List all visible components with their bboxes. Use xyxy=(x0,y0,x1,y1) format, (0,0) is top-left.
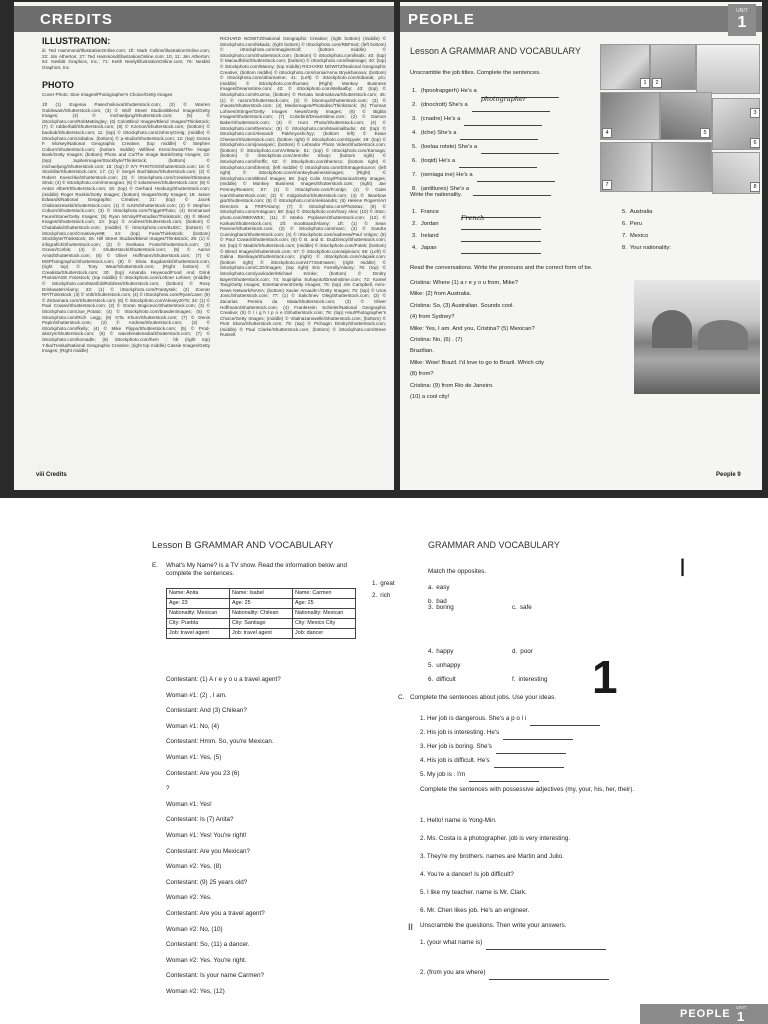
unit-label: UNIT xyxy=(736,8,748,14)
people-footer: People 9 xyxy=(716,472,741,478)
unscramble-item xyxy=(412,126,598,140)
conversation-instruction: Read the conversations. Write the pronouns and the correct form of be. xyxy=(410,265,593,271)
word-text: boring xyxy=(436,604,454,611)
table-cell: Name: Isabel xyxy=(230,589,293,599)
possessive-instruction: Complete the sentences with possessive adjectives (my, your, his, her, their). xyxy=(420,786,635,793)
dialog-line: Contestant: Is your name Carmen? xyxy=(166,972,264,980)
opposite-word xyxy=(428,604,454,611)
table-cell: Nationality: Mexican xyxy=(167,609,230,619)
item-number: 8. xyxy=(622,245,627,251)
country-name: Japan xyxy=(420,245,437,251)
possessive-sentence: 3. They're my brothers. names are Martin and Julio. xyxy=(420,853,564,860)
unscramble-item xyxy=(412,154,598,168)
table-cell: Nationality: Mexican xyxy=(293,609,356,619)
conversation-line: Cristina: No, (6) . (7) xyxy=(410,336,463,343)
job-photo-grid xyxy=(600,42,760,194)
scrambled-clue: (toqid) He's a xyxy=(420,158,456,164)
nationality-instruction: Write the nationality. xyxy=(410,192,462,198)
item-number: 1. xyxy=(372,580,378,587)
photo-number-4: 4 xyxy=(602,128,612,138)
jobs-sentences xyxy=(420,712,670,782)
conversation-line: (10) a cool city! xyxy=(410,393,450,400)
photo-number-8: 8 xyxy=(750,182,760,192)
scrambled-clue: (hpoolrapgerh) He's a xyxy=(420,88,477,94)
nationality-item xyxy=(622,230,758,242)
possessive-sentences xyxy=(420,812,670,920)
country-name: Jordan xyxy=(420,221,439,227)
option-text: easy xyxy=(436,584,450,591)
scrambled-clue: (dnoclrott) She's a xyxy=(420,102,468,108)
option-letter: d. xyxy=(512,648,518,655)
dialog-line: Woman #2: Yes. xyxy=(166,894,212,902)
dialog-line: Contestant: Are you a travel agent? xyxy=(166,909,265,917)
people-header: PEOPLE xyxy=(408,11,475,28)
dialog-line: Woman #1: Yes! You're right! xyxy=(166,831,247,839)
item-number: 6. xyxy=(412,158,417,164)
photo-number-6: 6 xyxy=(750,138,760,148)
scrambled-clue: (cnadre) He's a xyxy=(420,116,461,122)
footer-unit-label: UNIT xyxy=(736,1005,747,1010)
table-row xyxy=(167,599,356,609)
unscramble-item xyxy=(412,168,598,182)
answer-text: photographer xyxy=(480,95,526,103)
word-text: unhappy xyxy=(436,662,461,669)
dialog-line: Contestant: Is (7) Anita? xyxy=(166,816,234,824)
jobs-instruction: Complete the sentences about jobs. Use your ideas. xyxy=(410,694,556,701)
sentence-text: 5. My job is . I'm xyxy=(420,771,466,778)
illustration-heading: ILLUSTRATION: xyxy=(42,36,111,46)
dialog-line: Woman #1: Yes! xyxy=(166,800,212,808)
possessive-sentence: 6. Mr. Chen likes job. He's an engineer. xyxy=(420,907,530,914)
nationality-item xyxy=(412,218,572,230)
job-sentence xyxy=(420,726,670,740)
word-text: great xyxy=(380,580,395,587)
nationality-list-right xyxy=(622,206,758,254)
option-letter: f. xyxy=(512,676,516,683)
scrambled-clue: (tche) She's a xyxy=(420,130,457,136)
nationality-list-left xyxy=(412,206,572,254)
photo-heading: PHOTO xyxy=(42,80,74,90)
opposite-word xyxy=(372,592,390,599)
item-number: 4. xyxy=(412,130,417,136)
dialog-line: Contestant: So, (11) a dancer. xyxy=(166,941,250,949)
country-name: Ireland xyxy=(420,233,439,239)
dialog-line: Contestant: (1) A r e y o u a travel agent? xyxy=(166,676,281,683)
photo-credits-column-1: 1ft (1) Evgenia Pasechnikova/Shutterstock.com; (2) © Warren Goldswain/Shutterstock.com; (3) © Wolf Street Studios/Blend Images/Getty Images; (4) © michaeljung/Shutterstock.com; (5) © iStockphoto.com/RobMattingley; (6) ColorBlind Images/Blend Images/Thinkstock; (7) © rubberball/Shutterstock.com; (8) © Kzenon/Shutterstock.com; (bottom) © baobab/Shutterstock.com; 11: (top) © iStockphoto.com/JohnnyGreig; (middle) © iStockphoto.com/Jobalou; (bottom) © p-studio/Shutterstock.com; 12: (top) Gonza F. Moisey/National Geographic Creative; (top middle) © Stephen Coburn/Shutterstock.com; (bottom middle) Wilfried Krecichwost/The Image Bank/Getty Images; (bottom) Photo and Co/The Image Bank/Getty Images; 13: (top) Jupiterimages/Stockbyte/Thinkstock; (bottom) © michaeljung/Shutterstock.com; 15: (top) © IVY PHOTOS/Shutterstock.com; 16: © Stocklite/Shutterstock.com; 17: (1) © Sergei Bachlakov/Shutterstock.com; (2) © Robert Kneschke/Shutterstock.com; (3) © iStockphoto.com/Creative/Okssana Struk; (4) © iStockphoto.com/mmnogran; (5) © solarseven/Shutterstock.com; (6) © Anton Albert/Shutterstock.com; 18: (top) © Gerhard Hosburg/Shutterstock.com; (middle) Roger Ruskin/Getty Images; (bottom) Images/Getty Images; 19: Jason Edwards/National Geographic Creative; 21: (top) © Jacek Chabraszewski/Shutterstock.com; (1) © ILKIN/Shutterstock.com; (2) © Stephen Coburn/Shutterstock.com; (3) © iStockphoto.com/TriggerPhoto; (4) Emmanuel Faure/Stone/Getty Images; (5) Ryan McVay/Photodisc/Thinkstock; (6) © Blend Images/Shutterstock.com; 23: (top) © Andresr/Shutterstock.com; (bottom) © Chalabala/Shutterstock.com; (middle) © iStockphoto.com/BUDC; (bottom) © iStockphoto.com/Creativeye99; 24: (top) Fuse/Thinkstock; (bottom) Stockbyte/Thinkstock; 26: Hill Street Studios/Blend Images/Thinkstock; 28: (1) © infografick/Shutterstock.com; (2) © Svetlana Foote/Shutterstock.com; (3) Ocean/Corbis; (4) © shutterstock/Shutterstock.com; (5) © Aaron Amat/Shutterstock.com; (6) © Oliver Hoffmann/Shutterstock.com; (7) © MSPhotographic/Shutterstock.com; (8) © Silvia Bogdanski/Shutterstock.com; (right top) © Tony Wear/Shutterstock.com; (Right bottom) © Creatista/Shutterstock.com; 30: (top) Amanda Heywood/Food And Drink Photos/AGE Fotostock; (top middle) © iStockphoto.com/Lehner Lehner; (middle) © iStockphoto.com/ManifoldRobbins/Shutterstock.com; (bottom) © Roxy Drinkwater/Alamy; 33: (1) © iStockphoto.com/Frantysek; (2) Zoonar RF/Thinkstock; (3) © Volt/Shutterstock.com; (4) © iStockphoto.com/Ryan/Lane; (5) © ZeSamara.com/Shutterstock.com; (6) © iStockphoto.com/Alexey2075; 34: (1) © Paul Cowan/Shutterstock.com; (2) © Goran Bogicevic/Shutterstock.com; (3) © iStockphoto.com/Joe_Potato; (4) © iStockphoto.com/bowdenimages; (5) © iStockphoto.com/Rich Legg; (6) GTa Khum/Shutterstock.com; (7) © Denis Pepin/Shutterstock.com; (2) © Andrew/Shutterstock.com; (3) © iStockphoto.com/fkelly; (4) © Mike Flippo/Shutterstock.com; (5) © Prod-akszyn/Shutterstock.com; (6) © wavebreakmedia/Shutterstock.com; (7) © iStockphoto.com/komadle; (8) iStockphoto.com/hem ; hb (right top) Y.Ika/Tresita/National Geographic Creative; (right top middle) Cassie Images/Getty Images; (Right middle) xyxy=(42,102,210,354)
dialog-line: Woman #2: Yes, (8) xyxy=(166,863,222,871)
nationality-item xyxy=(412,242,572,254)
nationality-item xyxy=(622,218,758,230)
conversation-line: Cristina: Where (1) a r e y o u from, Mike? xyxy=(410,280,518,286)
illustration-credits: iii: Ted Hammond/IllustrationOnline.com; 1ft: Mark Collins/IllustrationOnline.com; 22: Jim Atherton; 27: Ted Hammond/IllustrationOnline.com; 10, 11: Jim Atherton; 64: Nesbitt Graphics, Inc.; 71: Keith Neely/IllustrationOnline.com; 76: Nesbitt Graphics, Inc. xyxy=(42,48,210,70)
table-row xyxy=(167,619,356,629)
item-number: 4. xyxy=(412,245,417,251)
photo-credits-column-2: RICHARD NOWITZ/National Geographic Creative; (right bottom) (middle) © iStockphoto.com/Nikada; (right bottom) © iStockphoto.com/RBFried; (left bottom) © iStockphoto.com/ImagineGolf; (bottom middle) © iStockphoto.com/Shutterstock.com; (bottom) © iStockphoto.com/lisafx; 40: (top) © Macaulfolio/Shutterstock.com; (bottom) © iStockphoto.com/lisaimage; 40: (top) © iStockphoto.com/Manny; (top middle) RICHARD NOWITZ/National Geographic Creative; (bottom middle) © iStockphoto.com/sonia/Anna Bryukhanova; (bottom) © iStockphoto.com/ultramarine; 41: (Left) © iStockphoto.com/tobarak; p/o; (middle) © iStockphoto.com/human; (Right) Monkey Business Images/Dreamstime.com; 42: © iStockphoto.com/stellaalby; 43: (top) © iStockphoto.com/Kuzma; (bottom) © Renata Sedmakova/Shutterstock.com; 45: (1) © razorn/Shutterstock.com; (2) © bloomua/Shutterstock.com; (3) © chaoss/Shutterstock.com; (4) Mediomages/Photodisc/Thinkstock; (5) Thomas Lohnes/Stringer/Getty Images News/Getty Images; (6) © Bigbla Images/Shutterstock.com; (7) Colorbird/Dreamstime.com; (2) © Damon Baker/Shutterstock.com; (3) © Hunt Photo/Shutterstock.com; (4) © iStockphoto.com/thermcx; (5) © iStockphoto.com/Maximalltudio; 48: (top) © iStockphoto.com/Alexandr Pakhnyushchyy; (bottom left) © Ewan Chesser/Shutterstock.com; (bottom right) © iStockphoto.com/Spyde; 49: (top) © iStockphoto.com/jovanjaric; (bottom) © Lebrador Photo Video/Shutterstock.com; (bottom) © iStockphoto.com/ArtMarie; 51: (top) © iStockphoto.com/Kamaga; (bottom) © iStockphoto.com/Jennifer Sharp; (bottom right) © iStockphoto.com/fmrffit; 52: © iStockphoto.com/themrcx; (bottom right) © iStockphoto.com/bheriot; (left middle) © iStockphoto.com/ElSImageSource; (left right) © iStockphoto.com/monkeybusinessimages; (Right) © iStockphoto.com/Blend Images; 56: (top) Colin Gray/Photonica/Getty Images; (middle) © Monkey Business Images/Shutterstock.com; (right) Jae Penney/Reuters; 57: (1) © iStockphoto.com/Fcontje; (2) © Gulei Ivan/Shutterstock.com; (3) © mdgolovko/Shutterstock.com; (4) © Ilanebow gio/Shutterstock.com; (5) © iStockphoto.com/Aleksandrs; (6) Helene Rogers/Art Directors & TRIP/Alamy; (7) © iStockphoto.com/Phototax; (8) © iStockphoto.com/Antagoon; 58: (top) © iStockphoto.com/Gary Alex; (10) © iStoc; photo.com/WEKWEK; (11) © Marko Poplasen/Shutterstock.com; (12) © Karkas/Shutterstock.com; 1ft: mooBoard/Alamy; 1ft: (1) © Sean Pavone/Shutterstock.com; (2) © iStockphoto.com/marc; (3) © Sandra Cunningham/Shutterstock.com; (4) © iStockphoto.com/nadreew/Paul Volgov; (5) © Paul Cowan/Shutterstock.com; (6) © B. and E. Dudzinscy/Shutterstock.com; 64: (top) © Maal3r/Shutterstock.com; (middle) © iStockphoto.com/Fotek; (bottom) © Blend Images/Shutterstock.com; 67: © iStockphoto.com/alpinium; 66: (Left) © Galina Barskaya/Shutterstock.com; (right) © iStockphoto.com/Alapaik.com; (bottom right) © iStockphoto.com/477434Hasen; (right middle) © iStockphoto.com/CJO/Images; (top right) Eric Farrelly/Alamy; 76: (top) © iStockphoto.com/yuvikoder/Michael Krinke; (bottom) © Dmitry Bayer/Shutterstock.com; 74: Supnipha Suhayoto/Dreamstime.com; 72: Kamel Tang/Getty Images; Entertainment/Getty Images; 75: (top) Jim Campbell, Aero-News Network/NASA; (bottom) Xavier Arnau/E+/Getty Images; 76: (top) © Uros Jonic/Shutterstock.com; 77: (1) © Sakchnev Oleg/Shutterstock.com; (2) © Zacarias Pereira da Mata/Shutterstock.com; (3) © Oliver Hoffmann/Shutterstock.com; (4) FrankHeim Schieler/National Geographic Creative; (5) © l i g h t p o e t/Shutterstock.com; 78: (top) Hou/Photographer's Choice/Getty Images; (middle) © Vitalnazarowelle/Shutterstock.com; (bottom) © Piotr Skora/Shutterstock.com; 79: (top) © Pichagin Dmitry/Shutterstock.com; (middle) © Paul Clarke/Shutterstock.com; (bottom) © iStockphoto.com/Steve Russell. xyxy=(220,36,386,338)
unscramble-item xyxy=(412,84,598,103)
dialog-line: Contestant: And (3) Chilean? xyxy=(166,707,247,715)
table-row xyxy=(167,609,356,619)
country-name: Your nationality: xyxy=(629,245,671,251)
nationality-item xyxy=(622,206,758,218)
engineer-photo xyxy=(652,142,712,192)
answer-blank[interactable] xyxy=(469,776,539,782)
opposites-list xyxy=(372,580,672,690)
footer-unit-number: 1 xyxy=(737,1009,745,1024)
unscramble-list xyxy=(412,84,598,196)
photo-number-5: 5 xyxy=(700,128,710,138)
job-sentence xyxy=(420,740,670,754)
dialog-line: Woman #2: No, (10) xyxy=(166,925,223,933)
scrambled-clue: (loelaa rotste) She's a xyxy=(420,144,478,150)
big-unit-number: 1 xyxy=(592,651,618,703)
opposite-word xyxy=(428,648,453,655)
item-number: 3. xyxy=(428,604,434,611)
nationality-item xyxy=(622,242,758,254)
item-number: 2. xyxy=(412,102,417,108)
sentence-text: 2. His job is interesting. He's xyxy=(420,729,500,736)
table-cell: Age: 25 xyxy=(293,599,356,609)
item-number: 5. xyxy=(412,144,417,150)
footer-people-label: PEOPLE xyxy=(680,1008,731,1020)
table-cell: Nationality: Chilean xyxy=(230,609,293,619)
answer-blank[interactable] xyxy=(486,944,606,950)
table-cell: Name: Anita xyxy=(167,589,230,599)
opposite-word xyxy=(372,580,395,587)
job-sentence xyxy=(420,754,670,768)
item-number: 3. xyxy=(412,116,417,122)
dialog-line: Contestant: Are you Mexican? xyxy=(166,847,251,855)
jobs-label: C. xyxy=(398,694,405,701)
table-cell: Job: travel agent xyxy=(230,629,293,639)
table-cell: City: Santiago xyxy=(230,619,293,629)
table-cell: Age: 25 xyxy=(230,599,293,609)
item-number: 3. xyxy=(412,233,417,239)
exercise-e-label: E. xyxy=(152,562,158,569)
photo-number-7: 7 xyxy=(602,180,612,190)
opposite-option xyxy=(512,648,533,655)
people-page xyxy=(400,2,762,490)
item-number: 5. xyxy=(428,662,434,669)
country-name: Peru xyxy=(629,221,643,227)
credits-header: CREDITS xyxy=(40,11,113,28)
hill-shape xyxy=(698,320,748,350)
country-name: Mexico xyxy=(629,233,649,239)
lesson-a-title: Lesson A GRAMMAR AND VOCABULARY xyxy=(410,46,581,56)
item-number: 1. xyxy=(412,88,417,94)
table-cell: City: Mexico City xyxy=(293,619,356,629)
photo-number-3: 3 xyxy=(750,108,760,118)
exercise-e-instruction: What's My Name? is a TV show. Read the information below and complete the sentences. xyxy=(166,562,347,577)
conversation-line: Mike: (2) from Australia. xyxy=(410,291,472,298)
option-text: poor xyxy=(520,648,533,655)
option-letter: a. xyxy=(428,584,434,591)
possessive-sentence: 2. Ms. Costa is a photographer. job is very interesting. xyxy=(420,835,571,842)
rio-de-janeiro-photo xyxy=(634,280,760,394)
tv-show-dialog xyxy=(166,672,386,999)
sentence-text: 4. His job is difficult. He's xyxy=(420,757,490,764)
item-number: 2. xyxy=(412,221,417,227)
possessive-sentence: 4. You're a dancer! Is job difficult? xyxy=(420,871,514,878)
opposite-option xyxy=(512,676,548,683)
dialog-line: Woman #1: No, (4) xyxy=(166,722,220,730)
option-text: interesting xyxy=(518,676,548,683)
table-cell: Name: Carmen xyxy=(293,589,356,599)
dialog-line: Contestant: Hmm. So, you're Mexican. xyxy=(166,738,274,746)
unscramble-questions xyxy=(420,936,660,996)
question-item xyxy=(420,936,660,966)
conversation-line: Mike: Wow! Brazil. I'd love to go to Brazil. Which city xyxy=(410,359,545,366)
dialog-line: Woman #2: Yes, (12) xyxy=(166,987,225,995)
conversation-line: Brazilian. xyxy=(410,348,434,355)
mountain-shape xyxy=(652,310,692,348)
item-number: 1. xyxy=(412,209,417,215)
dialog-line: Contestant: (9) 25 years old? xyxy=(166,878,248,886)
unscramble-item xyxy=(412,140,598,154)
answer-text: French xyxy=(460,214,485,222)
lesson-b-page xyxy=(0,500,768,1024)
table-row xyxy=(167,629,356,639)
photo-number-1: 1 xyxy=(640,78,650,88)
item-number: 8. xyxy=(412,186,417,192)
conversation-line: Cristina: So, (3) Australian. Sounds cool. xyxy=(410,302,515,309)
item-number: 2. xyxy=(372,592,378,599)
item-number: 7. xyxy=(412,172,417,178)
book-spread xyxy=(0,0,768,498)
dancer-photo xyxy=(696,44,760,94)
margin-mark: | xyxy=(680,556,686,576)
opposite-option xyxy=(512,604,532,611)
questions-instruction: Unscramble the questions. Then write your answers. xyxy=(420,922,567,929)
word-text: difficult xyxy=(436,676,456,683)
word-text: rich xyxy=(380,592,391,599)
nationality-item xyxy=(412,206,572,222)
table-cell: Age: 23 xyxy=(167,599,230,609)
conversation-line: Mike: Yes, I am. And you, Cristina? (5) Mexican? xyxy=(410,325,535,332)
opposites-instruction: Match the opposites. xyxy=(428,568,487,575)
nationality-item xyxy=(412,230,572,242)
possessive-sentence: 5. I like my teacher. name is Mr. Clark. xyxy=(420,889,527,896)
item-number: 7. xyxy=(622,233,627,239)
unit-badge xyxy=(728,4,756,36)
unit-number: 1 xyxy=(737,14,747,31)
country-name: France xyxy=(420,209,439,215)
credits-page xyxy=(14,2,394,490)
conversation-line: (4) from Sydney? xyxy=(410,314,455,321)
country-name: Australia xyxy=(629,209,653,215)
question-text: 1. (your what name is) xyxy=(420,939,483,946)
credits-footer: viii Credits xyxy=(36,472,67,478)
job-sentence xyxy=(420,768,670,782)
item-number: 5. xyxy=(622,209,627,215)
answer-blank[interactable] xyxy=(461,248,541,254)
unscramble-instruction: Unscramble the job titles. Complete the sentences. xyxy=(410,70,541,76)
answer-blank[interactable] xyxy=(489,974,609,980)
conversation xyxy=(410,278,630,403)
word-text: happy xyxy=(436,648,454,655)
question-text: 2. (from you are where) xyxy=(420,969,486,976)
conversation-line: Cristina: (9) from Rio de Janeiro. xyxy=(410,382,494,389)
lesson-b-title: Lesson B GRAMMAR AND VOCABULARY xyxy=(152,540,334,551)
contestant-table xyxy=(166,588,356,639)
unscramble-item xyxy=(412,98,598,112)
photo-number-2: 2 xyxy=(652,78,662,88)
option-letter: b. xyxy=(428,598,434,605)
option-letter: c. xyxy=(512,604,517,611)
photo-intro: Cover Photo: Stoe Images/Photographer's Choice/Getty Images xyxy=(42,92,173,97)
table-cell: Job: dancer xyxy=(293,629,356,639)
option-text: safe xyxy=(519,604,532,611)
sentence-text: 3. Her job is boring. She's xyxy=(420,743,492,750)
item-number: 4. xyxy=(428,648,434,655)
table-cell: City: Puebla xyxy=(167,619,230,629)
opposite-option xyxy=(428,584,450,591)
conversation-line: (8) from? xyxy=(410,371,434,378)
opposite-word xyxy=(428,662,460,669)
table-row xyxy=(167,589,356,599)
option-text: bad xyxy=(436,598,447,605)
item-number: 6. xyxy=(428,676,434,683)
dialog-line: Woman #1: Yes, (5) xyxy=(166,753,222,761)
answer-blank[interactable] xyxy=(473,190,551,196)
right-section-title: GRAMMAR AND VOCABULARY xyxy=(428,540,560,550)
unscramble-item xyxy=(412,112,598,126)
dialog-line: ? xyxy=(166,785,170,793)
scrambled-clue: (antiltures) She's a xyxy=(420,186,469,192)
question-item xyxy=(420,966,660,996)
item-number: 6. xyxy=(622,221,627,227)
opposite-word xyxy=(428,676,456,683)
job-sentence xyxy=(420,712,670,726)
lesson-b-footer-bar xyxy=(640,1004,768,1024)
sentence-text: 1. Her job is dangerous. She's a p o l i xyxy=(420,715,527,722)
table-cell: Job: travel agent xyxy=(167,629,230,639)
dialog-line: Woman #2: Yes. You're right. xyxy=(166,956,247,964)
dialog-line: Contestant: Are you 23 (6) xyxy=(166,769,240,777)
possessive-sentence: 1. Hello! name is Yong-Min. xyxy=(420,817,497,824)
dialog-line: Woman #1: (2) , I am. xyxy=(166,691,227,699)
scrambled-clue: (oeniaga ine) He's a xyxy=(420,172,473,178)
questions-label: II xyxy=(408,922,414,932)
